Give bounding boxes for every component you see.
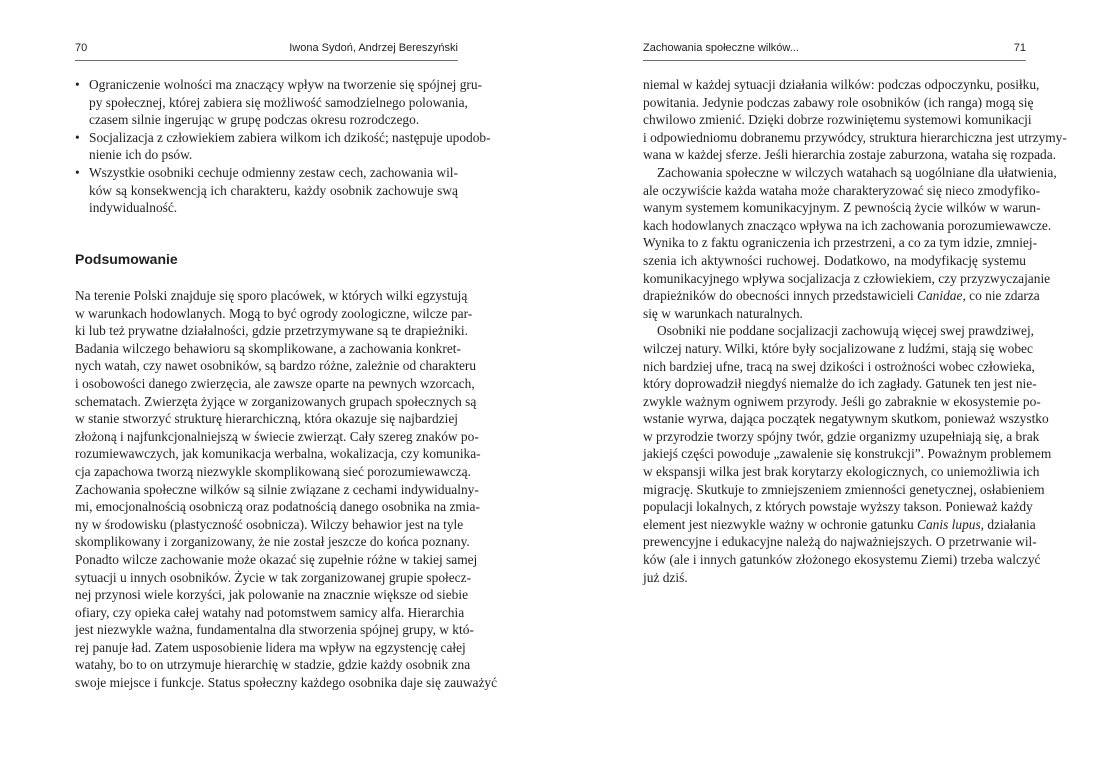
text-line: nich bardziej ufne, tracą na swej dzikości i ostrożności wobec człowieka, [643, 358, 1035, 374]
text-line: złożoną i najfunkcjonalniejszą w świecie zwierząt. Cały szereg znaków po- [75, 428, 479, 444]
text-line: nej przynosi wiele korzyści, jak polowanie na znacznie większe od siebie [75, 587, 469, 603]
text-line: migrację. Skutkuje to zmniejszeniem zmienności genetycznej, osłabieniem [643, 481, 1045, 497]
bullet-item [75, 164, 458, 217]
left-page [75, 0, 498, 771]
bullet-item [75, 76, 483, 129]
text-line: ków są konsekwencją ich charakteru, każdy osobnik zachowuje swą [89, 182, 458, 198]
text-line: nych watah, czy nawet osobników, są bardzo różne, zależnie od charakteru [75, 358, 477, 374]
bullet-list [75, 76, 491, 217]
right-page [643, 0, 1067, 771]
section-heading: Podsumowanie [75, 251, 178, 267]
text-line: który doprowadził niegdyś niemalże do ich zagłady. Gatunek ten jest nie- [643, 376, 1037, 392]
text-line: prewencyjne i edukacyjne należą do najważniejszych. O przetrwanie wil- [643, 534, 1037, 550]
text-line: ofiary, czy opieka całej watahy nad potomstwem samicy alfa. Hierarchia [75, 604, 465, 620]
text-line: py społecznej, której zabiera się możliwość samodzielnego polowania, [89, 94, 468, 110]
text-line: wstanie wyrwa, dająca początek negatywnym skutkom, ponieważ wszystko [643, 411, 1049, 427]
text-line: się w warunkach naturalnych. [643, 305, 803, 321]
text-line: Wszystkie osobniki cechuje odmienny zestaw cech, zachowania wil- [89, 164, 458, 180]
text-line: wilczej natury. Wilki, które były socjalizowane z ludźmi, stają się wobec [643, 340, 1033, 356]
text-line: element jest niezwykle ważny w ochronie gatunku Canis lupus, działania [643, 516, 1036, 532]
text-line: ki lub też prywatne działalności, gdzie przetrzymywane są te drapieżniki. [75, 323, 469, 339]
text-line: jest niezwykle ważna, fundamentalna dla stworzenia spójnej grupy, w któ- [75, 622, 474, 638]
right-body-text [643, 76, 1067, 586]
text-line: Socjalizacja z człowiekiem zabiera wilkom ich dzikość; następuje upodob- [89, 129, 491, 145]
text-line: schematach. Zwierzęta żyjące w zorganizowanych grupach społecznych są [75, 393, 477, 409]
text-line: w stanie stworzyć strukturę hierarchiczną, która okazuje się najbardziej [75, 411, 458, 427]
text-line: już dziś. [643, 569, 688, 585]
summary-paragraph [75, 287, 498, 692]
text-line: chwilowo zmienić. Dzięki dobrze rozwiniętemu systemowi komunikacji [643, 112, 1032, 128]
text-line: Wynika to z faktu ograniczenia ich przestrzeni, a co za tym idzie, zmniej- [643, 235, 1038, 251]
text-line: sytuacji u innych osobników. Życie w tak zorganizowanej grupie społecz- [75, 569, 472, 585]
text-line: Badania wilczego behawioru są skomplikowane, a zachowania konkret- [75, 340, 461, 356]
text-line: powitania. Jedynie podczas zabawy role osobników (ich ranga) mogą się [643, 94, 1034, 110]
bullet-icon: • [75, 77, 80, 92]
left-running-title: Iwona Sydoń, Andrzej Bereszyński [289, 42, 458, 54]
text-line: rozumiewawczych, jak komunikacja werbalna, wokalizacja, czy komunika- [75, 446, 481, 462]
left-running-head [75, 42, 458, 61]
species-name: Canidae [917, 288, 963, 304]
bullet-item [75, 129, 491, 164]
text-line: mi, emocjonalnością osobniczą oraz podatnością danego osobnika na zmia- [75, 499, 480, 515]
text-line: Ograniczenie wolności ma znaczący wpływ na tworzenie się spójnej gru- [89, 77, 483, 92]
species-name: Canis lupus [917, 516, 981, 532]
text-line: drapieżników do obecności innych przedstawicieli Canidae, co nie zdarza [643, 288, 1040, 304]
text-line: niemal w każdej sytuacji działania wilków: podczas odpoczynku, posiłku, [643, 77, 1040, 92]
text-line: swoje miejsce i funkcje. Status społeczny każdego osobnika daje się zauważyć [75, 675, 498, 691]
text-line: nienie ich do psów. [89, 147, 193, 163]
text-line: cja zapachowa tworzą niezwykle skomplikowaną sieć porozumiewawczą. [75, 463, 471, 479]
text-line: ny w środowisku (plastyczność osobnicza). Wilczy behawior jest na tyle [75, 516, 464, 532]
right-running-title: Zachowania społeczne wilków... [643, 42, 799, 54]
text-line: ale oczywiście każda wataha może charakteryzować się nieco zmodyfiko- [643, 182, 1041, 198]
text-line: w warunkach hodowlanych. Mogą to być ogrody zoologiczne, wilcze par- [75, 305, 473, 321]
text-line: ków (ale i innych gatunków złożonego ekosystemu Ziemi) trzeba walczyć [643, 552, 1041, 568]
bullet-icon: • [75, 164, 80, 180]
text-line: Ponadto wilcze zachowanie może okazać się zupełnie różne w takiej samej [75, 551, 478, 567]
text-line: Zachowania społeczne w wilczych watahach są uogólniane dla ułatwienia, [657, 164, 1057, 180]
text-line: Zachowania społeczne wilków są silnie związane z cechami indywidualny- [75, 481, 479, 497]
right-page-number: 71 [1013, 42, 1026, 54]
text-line: wanym systemem komunikacyjnym. Z pewnością życie wilków w warun- [643, 200, 1041, 216]
text-line: kach hodowlanych znacząco wpływa na ich zachowania porozumiewawcze. [643, 217, 1052, 233]
text-line: rej panuje ład. Zatem usposobienie lidera ma wpływ na egzystencję całej [75, 639, 466, 655]
text-line: jakiejś części powoduje „zawalenie się konstrukcji”. Poważnym problemem [643, 446, 1052, 462]
bullet-icon: • [75, 129, 80, 145]
text-line: czasem silnie ingerując w grupę podczas okresu rozrodczego. [89, 112, 420, 128]
text-line: wana w każdej sferze. Jeśli hierarchia zostaje zaburzona, wataha się rozpada. [643, 147, 1057, 163]
right-running-head [643, 42, 1026, 61]
text-line: w ekspansji wilka jest brak korytarzy ekologicznych, co uniemożliwia ich [643, 464, 1040, 480]
text-line: i osobowości danego zwierzęcia, ale zawsze oparte na pewnych wzorcach, [75, 375, 475, 391]
text-line: populacji lokalnych, z których powstaje wyższy takson. Ponieważ każdy [643, 499, 1033, 515]
text-line: zwykle ważnym ogniwem przyrody. Jeśli go zabraknie w ekosystemie po- [643, 393, 1041, 409]
left-page-number: 70 [75, 42, 88, 54]
text-line: Na terenie Polski znajduje się sporo placówek, w których wilki egzystują [75, 288, 468, 303]
text-line: indywidualność. [89, 200, 178, 216]
text-line: w przyrodzie tworzy spójny twór, gdzie organizmy uzupełniają się, a brak [643, 428, 1040, 444]
text-line: watahy, bo to on utrzymuje hierarchię w stadzie, gdzie każdy osobnik zna [75, 657, 471, 673]
text-line: szenia ich aktywności ruchowej. Dodatkowo, na modyfikację systemu [643, 252, 1026, 268]
text-line: skomplikowany i zorganizowany, że nie został jeszcze do końca poznany. [75, 534, 470, 550]
text-line: Osobniki nie poddane socjalizacji zachowują więcej swej prawdziwej, [657, 323, 1035, 339]
text-line: i odpowiedniomu dobranemu przywódcy, struktura hierarchiczna jest utrzymy- [643, 129, 1067, 145]
text-line: komunikacyjnego wpływa socjalizacja z człowiekiem, czy przyzwyczajanie [643, 270, 1051, 286]
